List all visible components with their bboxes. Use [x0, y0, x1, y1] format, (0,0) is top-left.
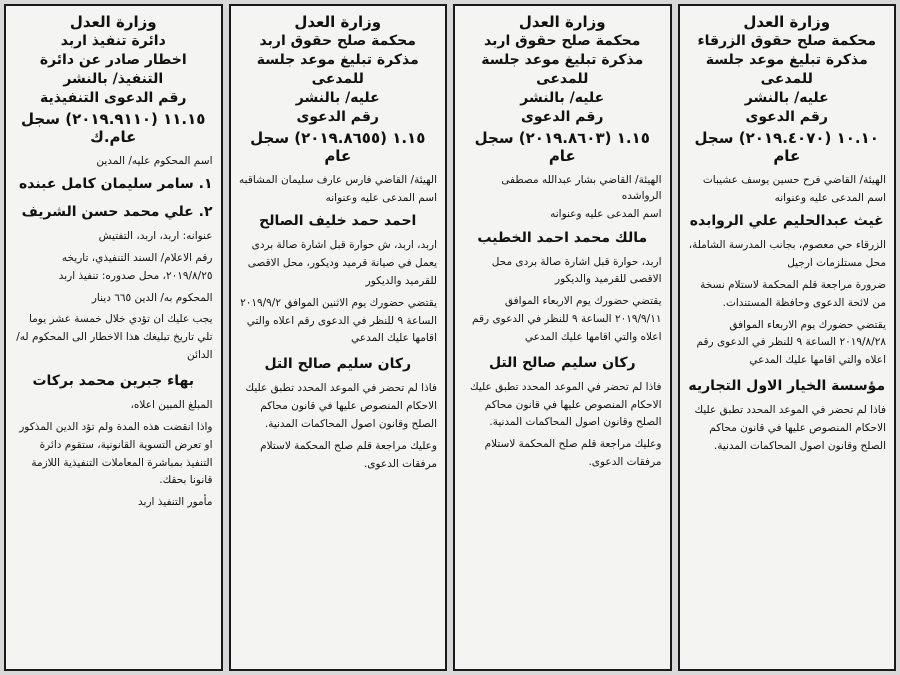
hearing-text: يقتضي حضورك يوم الاربعاء الموافق ٢٠١٩/٩/١١ الساعة ٩ للنظر في الدعوى رقم اعلاه والتي اقامها عليك المدعي — [472, 295, 662, 343]
warning-text: فاذا لم تحضر في الموعد المحدد تطبق عليك الاحكام المنصوص عليها في قانون محاكم الصلح وقانون اصول المحاكمات المدنية. — [694, 404, 886, 452]
debtor-address: عنوانه: اربد، اربد، التفتيش — [98, 230, 213, 243]
creditor-name: بهاء جبرين محمد بركات — [32, 372, 195, 389]
department-name: دائرة تنفيذ اربد — [60, 33, 166, 50]
plaintiff-name: ركان سليم صالح التل — [488, 354, 636, 371]
ministry-title: وزارة العدل — [294, 13, 382, 31]
notice-subject: مذكرة تبليغ موعد جلسة للمدعى — [705, 52, 868, 88]
court-name: محكمة صلح حقوق اربد — [484, 33, 641, 50]
instruction-text: يجب عليك ان تؤدي خلال خمسة عشر يوما تلي تاريخ تبليغك هذا الاخطار الى المحكوم له/ الدائن — [16, 313, 213, 362]
respondent-label: اسم المدعى عليه وعنوانه — [550, 208, 662, 221]
instrument-text: رقم الاعلام/ السند التنفيذي، تاريخه ٢٠١٩/٨/٢٥، محل صدوره: تنفيذ اربد — [58, 251, 213, 282]
debtor-name-1: ١. سامر سليمان كامل عبنده — [19, 176, 213, 193]
amount-line: المبلغ المبين اعلاه، — [130, 398, 213, 411]
respondent-name: غيث عبدالحليم علي الروابده — [689, 213, 884, 230]
panel-judge: الهيئة/ القاضي فارس عارف سليمان المشاقبه — [239, 173, 437, 186]
warning-text: فاذا لم تحضر في الموعد المحدد تطبق عليك الاحكام المنصوص عليها في قانون محاكم الصلح وقانون اصول المحاكمات المدنية. — [470, 380, 662, 429]
notice-irbid-execution — [4, 4, 223, 671]
ministry-title: وزارة العدل — [69, 13, 157, 31]
warning-text: فاذا لم تحضر في الموعد المحدد تطبق عليك الاحكام المنصوص عليها في قانون محاكم الصلح وقانون اصول المحاكمات المدنية. — [245, 382, 437, 430]
respondent-address: اربد، حوارة قبل اشارة صالة بردى محل الاقصى للقرميد والديكور — [491, 255, 662, 286]
case-label: رقم الدعوى — [296, 108, 379, 125]
debtor-label: اسم المحكوم عليه/ المدين — [96, 154, 213, 167]
case-label: رقم الدعوى — [521, 108, 604, 125]
respondent-name: احمد حمد خليف الصالح — [259, 213, 417, 230]
document-note: وعليك مراجعة قلم صلح المحكمة لاستلام مرفقات الدعوى. — [260, 439, 437, 470]
judgment-amount: المحكوم به/ الدين ٦٦٥ دينار — [91, 291, 213, 304]
notice-subject-cont: عليه/ بالنشر — [520, 89, 605, 106]
debtor-name-2: ٢. علي محمد حسن الشريف — [21, 204, 213, 221]
case-label: رقم الدعوى التنفيذية — [40, 89, 187, 106]
hearing-text: يقتضي حضورك يوم الاثنين الموافق ٢٠١٩/٩/٢ الساعة ٩ للنظر في الدعوى رقم اعلاه والتي اقامها عليك المدعي — [240, 296, 437, 345]
respondent-name: مالك محمد احمد الخطيب — [477, 229, 648, 246]
case-number: ١١.١٥ (٢٠١٩.٩١١٠) سجل عام.ك — [21, 109, 206, 146]
ministry-title: وزارة العدل — [743, 13, 831, 31]
court-name: محكمة صلح حقوق اربد — [259, 33, 416, 50]
plaintiff-name: مؤسسة الخيار الاول التجاريه — [688, 378, 886, 395]
court-name: محكمة صلح حقوق الزرقاء — [697, 33, 877, 50]
case-number: ١.١٥ (٢٠١٩.٨٦٠٣) سجل عام — [474, 128, 650, 165]
panel-judge: الهيئة/ القاضي بشار عبدالله مصطفى الرواشده — [501, 173, 662, 202]
respondent-address: الزرقاء حي معصوم، بجانب المدرسة الشاملة، محل مستلزمات ارجيل — [688, 239, 886, 270]
respondent-address: اربد، اربد، ش حوارة قبل اشارة صالة بردى يعمل في صيانة قرميد وديكور، محل الاقصى للقرميد والديكور — [247, 239, 437, 287]
notice-subject: اخطار صادر عن دائرة التنفيذ/ بالنشر — [39, 52, 187, 88]
respondent-label: اسم المدعى عليه وعنوانه — [774, 191, 886, 204]
notice-subject-cont: عليه/ بالنشر — [744, 89, 829, 106]
document-note: وعليك مراجعة قلم صلح المحكمة لاستلام مرفقات الدعوى. — [484, 438, 662, 469]
panel-judge: الهيئة/ القاضي فرح حسين يوسف عشيبات — [702, 173, 886, 186]
case-label: رقم الدعوى — [745, 108, 828, 125]
case-number: ١٠.١٠ (٢٠١٩.٤٠٧٠) سجل عام — [694, 128, 879, 165]
signature: مأمور التنفيذ اربد — [138, 496, 213, 509]
plaintiff-name: ركان سليم صالح التل — [264, 356, 412, 373]
hearing-text: يقتضي حضورك يوم الاربعاء الموافق ٢٠١٩/٨/٢٨ الساعة ٩ للنظر في الدعوى رقم اعلاه والتي اقامها عليك المدعي — [696, 318, 886, 367]
notice-subject: مذكرة تبليغ موعد جلسة للمدعى — [481, 52, 644, 88]
notice-irbid-court-8655 — [229, 4, 448, 671]
respondent-label: اسم المدعى عليه وعنوانه — [325, 191, 437, 204]
ministry-title: وزارة العدل — [518, 13, 606, 31]
notice-zarqa-court — [678, 4, 897, 671]
warning-text: واذا انقضت هذه المدة ولم تؤد الدين المذكور او تعرض التسوية القانونية، ستقوم دائرة التنفيذ بمباشرة المعاملات التنفيذية اللازمة قانونا بحقك. — [19, 420, 213, 487]
notice-subject: مذكرة تبليغ موعد جلسة للمدعى — [256, 52, 419, 88]
notice-subject-cont: عليه/ بالنشر — [295, 89, 380, 106]
document-note: ضرورة مراجعة قلم المحكمة لاستلام نسخة من لائحة الدعوى وحافظة المستندات. — [700, 278, 886, 309]
notice-irbid-court-8603 — [453, 4, 672, 671]
case-number: ١.١٥ (٢٠١٩.٨٦٥٥) سجل عام — [250, 128, 426, 165]
